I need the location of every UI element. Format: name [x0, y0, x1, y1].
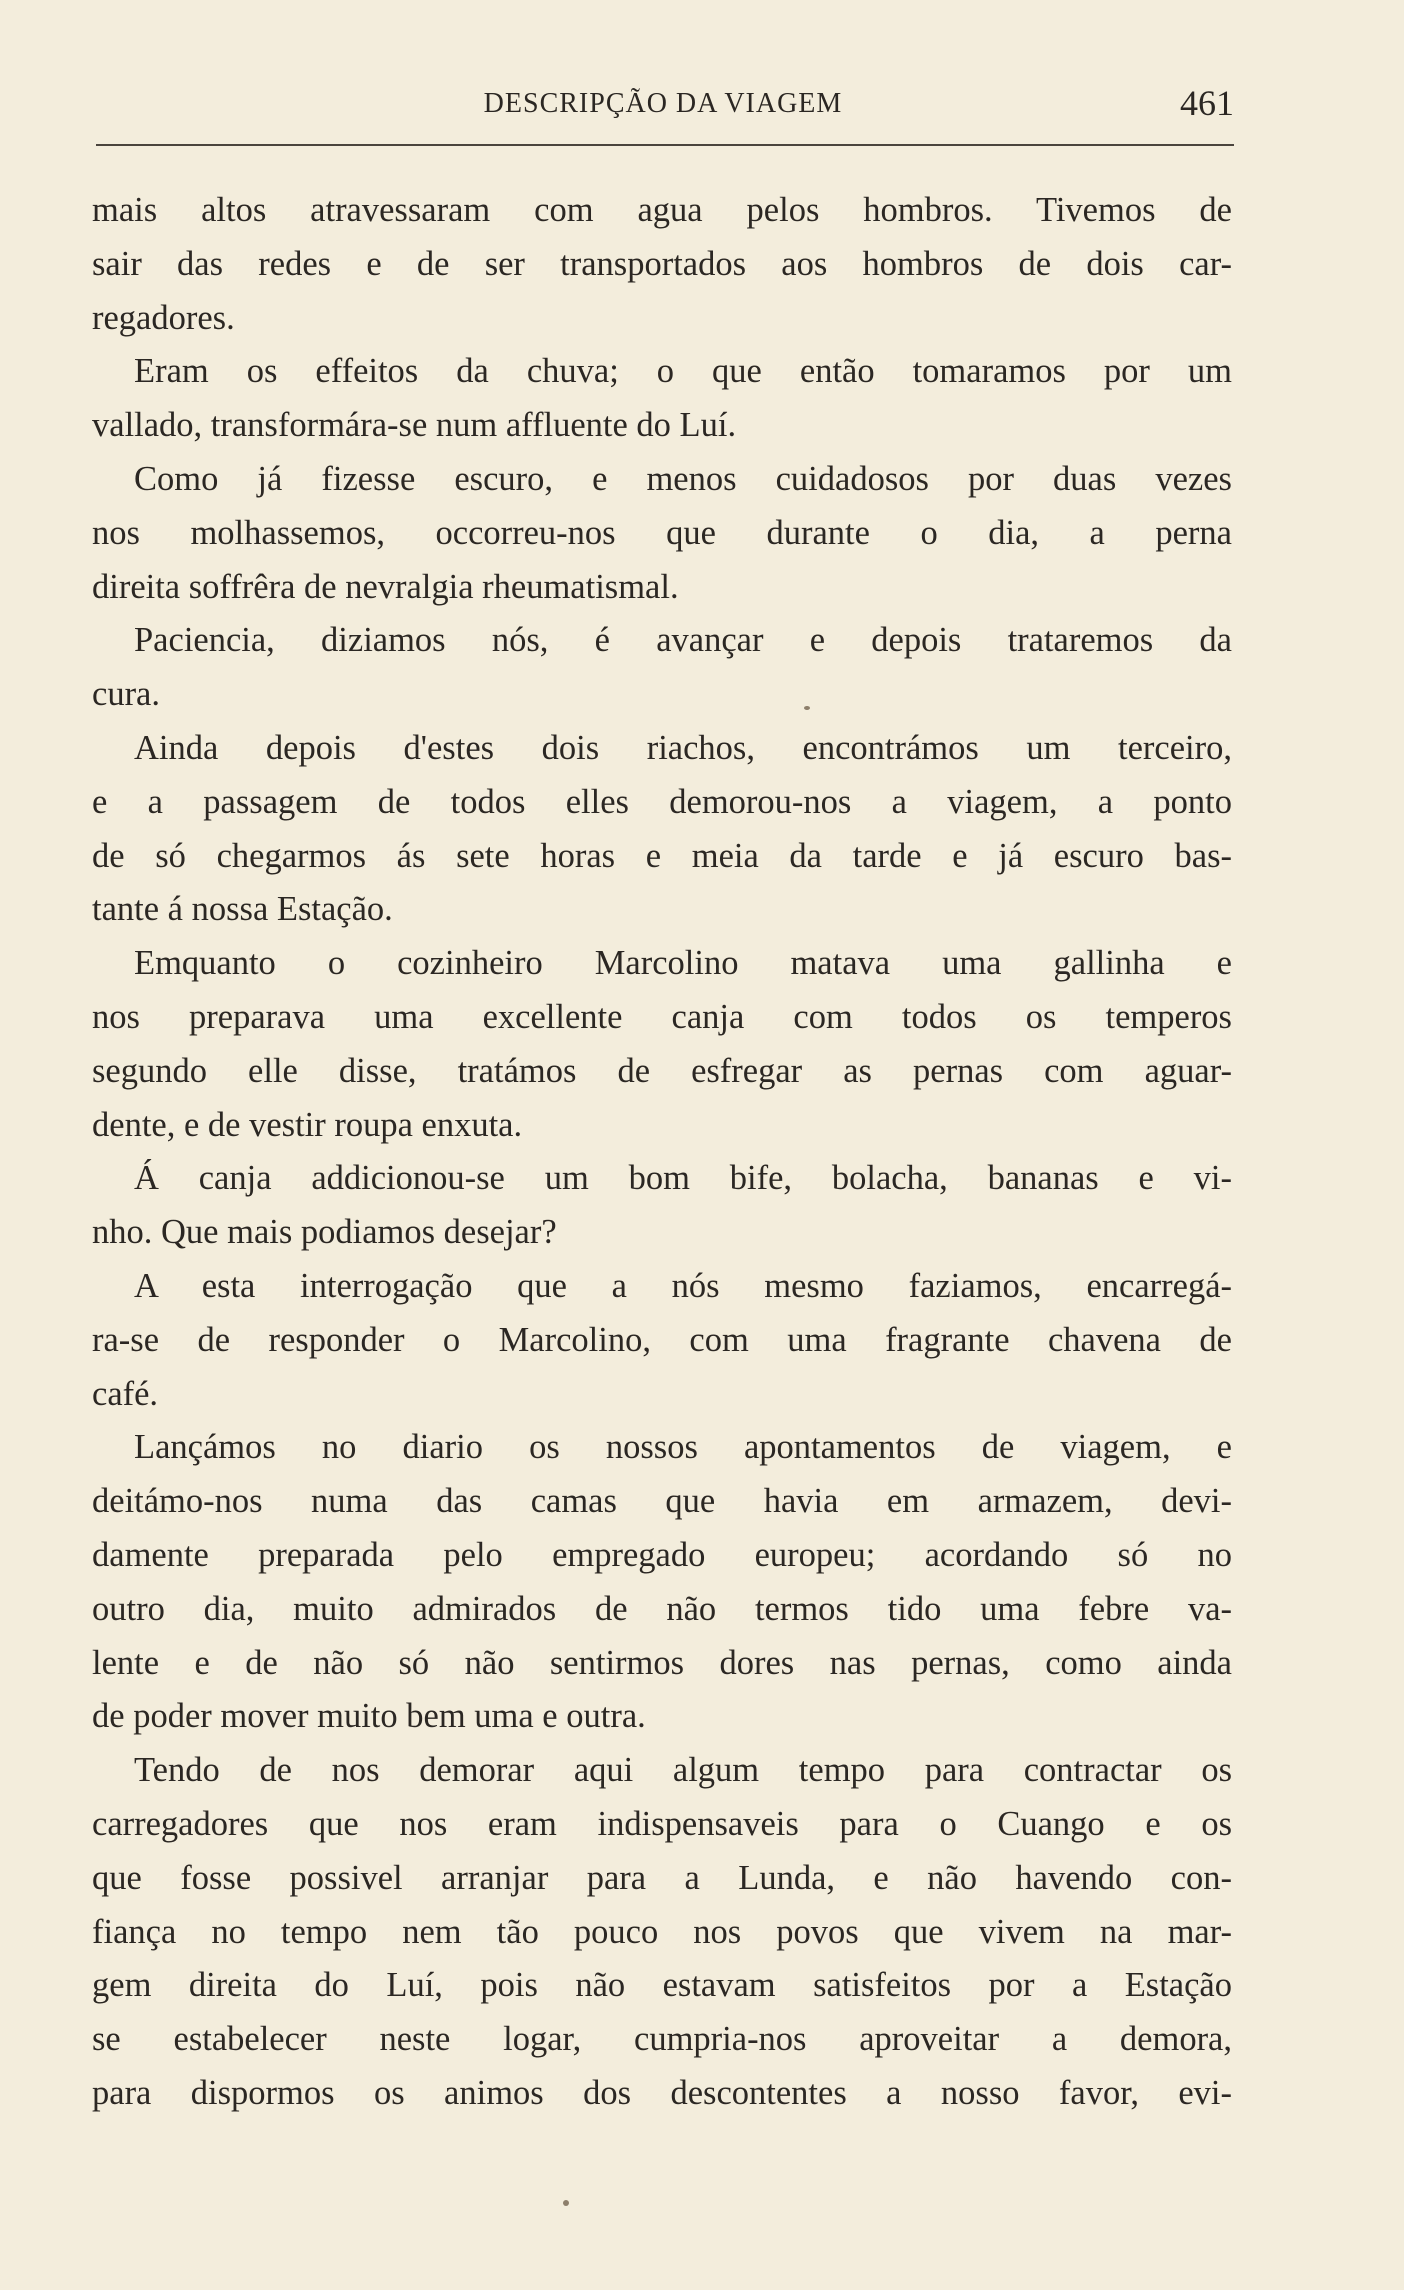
text-line: mais altos atravessaram com agua pelos hombros. Tivemos de — [92, 191, 1232, 229]
text-line: direita soffrêra de nevralgia rheumatismal. — [92, 567, 679, 606]
text-line: gem direita do Luí, pois não estavam satisfeitos por a Estação — [92, 1966, 1232, 2005]
body-text — [92, 184, 1232, 2121]
header-rule — [96, 144, 1234, 146]
text-line: Ainda depois d'estes dois riachos, encontrámos um terceiro, — [134, 728, 1232, 767]
text-line: deitámo-nos numa das camas que havia em armazem, devi- — [92, 1482, 1232, 1521]
text-line: lente e de não só não sentirmos dores nas pernas, como ainda — [92, 1643, 1232, 1682]
text-line: nho. Que mais podiamos desejar? — [92, 1213, 557, 1252]
text-line: Eram os effeitos da chuva; o que então tomaramos por um — [134, 352, 1232, 391]
text-line: e a passagem de todos elles demorou-nos a viagem, a ponto — [92, 782, 1232, 821]
text-line: carregadores que nos eram indispensaveis para o Cuango e os — [92, 1804, 1232, 1843]
paper-speck — [804, 706, 810, 710]
text-line: Tendo de nos demorar aqui algum tempo para contractar os — [134, 1751, 1232, 1790]
text-line: nos preparava uma excellente canja com todos os temperos — [92, 997, 1232, 1036]
text-line: café. — [92, 1374, 159, 1413]
text-line: que fosse possivel arranjar para a Lunda, e não havendo con- — [92, 1858, 1232, 1897]
text-line: vallado, transformára-se num affluente do Luí. — [92, 406, 737, 445]
text-line: outro dia, muito admirados de não termos tido uma febre va- — [92, 1589, 1232, 1628]
text-line: dente, e de vestir roupa enxuta. — [92, 1105, 523, 1144]
text-line: se estabelecer neste logar, cumpria-nos aproveitar a demora, — [92, 2020, 1232, 2059]
paper-speck — [563, 2200, 569, 2206]
page-header — [92, 82, 1234, 132]
text-line: damente preparada pelo empregado europeu; acordando só no — [92, 1535, 1232, 1574]
page-number: 461 — [1180, 83, 1234, 123]
text-line: Lançámos no diario os nossos apontamentos de viagem, e — [134, 1428, 1232, 1467]
text-line: Paciencia, diziamos nós, é avançar e depois trataremos da — [134, 621, 1232, 660]
text-line: Como já fizesse escuro, e menos cuidadosos por duas vezes — [134, 459, 1232, 498]
text-line: nos molhassemos, occorreu-nos que durante o dia, a perna — [92, 513, 1232, 552]
text-line: sair das redes e de ser transportados aos hombros de dois car- — [92, 244, 1232, 283]
text-line: de só chegarmos ás sete horas e meia da tarde e já escuro bas- — [92, 836, 1232, 875]
running-title: DESCRIPÇÃO DA VIAGEM — [483, 88, 843, 119]
text-line: Á canja addicionou-se um bom bife, bolacha, bananas e vi- — [134, 1159, 1232, 1198]
text-line: ra-se de responder o Marcolino, com uma fragrante chavena de — [92, 1320, 1232, 1359]
text-line: A esta interrogação que a nós mesmo faziamos, encarregá- — [134, 1266, 1232, 1305]
text-line: para dispormos os animos dos descontentes a nosso favor, evi- — [92, 2073, 1232, 2112]
text-line: fiança no tempo nem tão pouco nos povos que vivem na mar- — [92, 1912, 1232, 1951]
text-line: cura. — [92, 675, 160, 714]
text-line: tante á nossa Estação. — [92, 890, 393, 929]
text-line: segundo elle disse, tratámos de esfregar as pernas com aguar- — [92, 1051, 1232, 1090]
text-line: de poder mover muito bem uma e outra. — [92, 1697, 646, 1736]
text-line: regadores. — [92, 298, 235, 337]
text-line: Emquanto o cozinheiro Marcolino matava uma gallinha e — [134, 944, 1232, 983]
